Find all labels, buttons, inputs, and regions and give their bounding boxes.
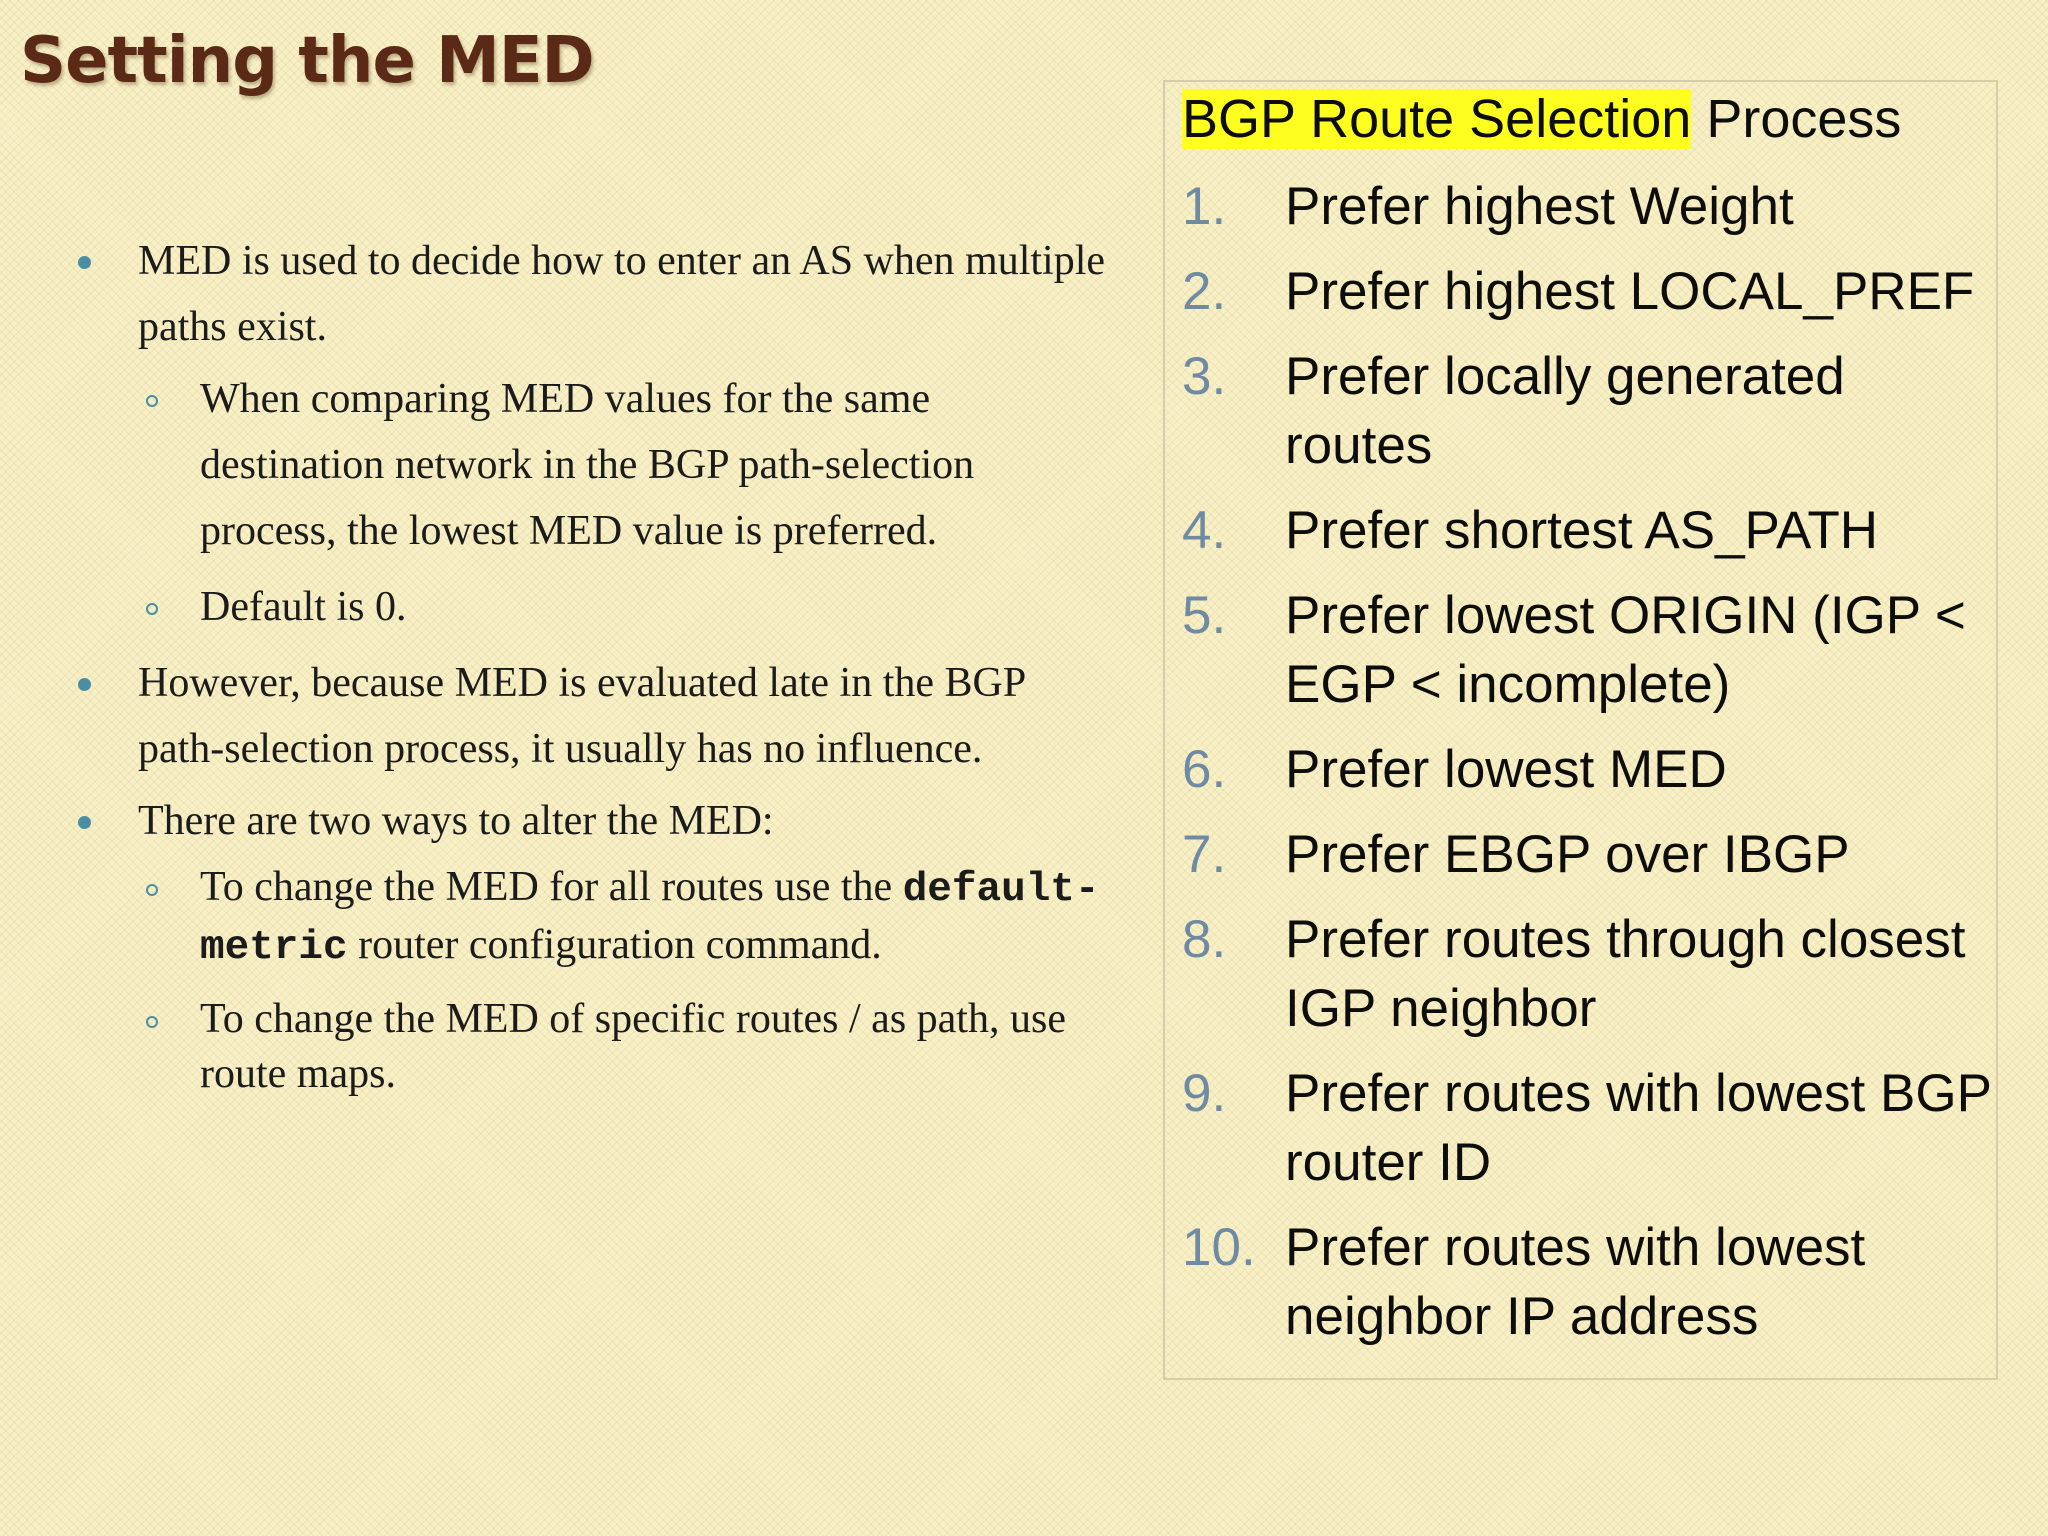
step-number: 3. bbox=[1182, 347, 1227, 406]
bullet-dot-icon bbox=[78, 256, 91, 269]
step-text: Prefer EBGP over IBGP bbox=[1285, 825, 1850, 884]
bgp-step-item bbox=[1182, 1059, 1998, 1197]
header-rest-text: Process bbox=[1691, 89, 1902, 149]
step-number: 10. bbox=[1182, 1218, 1256, 1277]
sub-bullet-text: router configuration command. bbox=[347, 922, 882, 968]
step-number: 8. bbox=[1182, 910, 1227, 969]
step-text: Prefer lowest ORIGIN (IGP < EGP < incomplete) bbox=[1285, 586, 1966, 714]
bullet-dot-icon bbox=[78, 678, 91, 691]
bullet-item bbox=[70, 788, 1110, 854]
step-number: 7. bbox=[1182, 825, 1227, 884]
command-code: default-metric bbox=[200, 867, 1100, 971]
bullet-text: There are two ways to alter the MED: bbox=[138, 798, 774, 844]
bgp-step-item bbox=[1182, 581, 1998, 719]
bgp-step-item bbox=[1182, 342, 1998, 480]
highlighted-text: BGP Route Selection bbox=[1182, 89, 1692, 149]
step-text: Prefer routes with lowest BGP router ID bbox=[1285, 1064, 1991, 1192]
sub-bullet-item bbox=[70, 992, 1110, 1102]
bullet-text: MED is used to decide how to enter an AS when multiple paths exist. bbox=[138, 238, 1106, 350]
sub-bullet-text: To change the MED of specific routes / as path, use route maps. bbox=[200, 996, 1066, 1097]
sub-bullet-ring-icon bbox=[146, 603, 158, 615]
step-text: Prefer highest LOCAL_PREF bbox=[1285, 262, 1975, 321]
step-number: 1. bbox=[1182, 177, 1227, 236]
bullet-text: However, because MED is evaluated late in the BGP path-selection process, it usually has no influence. bbox=[138, 660, 1025, 772]
step-text: Prefer lowest MED bbox=[1285, 740, 1727, 799]
step-text: Prefer locally generated routes bbox=[1285, 347, 1845, 475]
step-number: 5. bbox=[1182, 586, 1227, 645]
sub-bullet-ring-icon bbox=[146, 395, 158, 407]
step-number: 6. bbox=[1182, 740, 1227, 799]
slide-title: Setting the MED bbox=[20, 24, 594, 98]
bgp-step-item bbox=[1182, 820, 1998, 889]
step-text: Prefer routes through closest IGP neighbor bbox=[1285, 910, 1966, 1038]
sub-bullet-text: To change the MED for all routes use the bbox=[200, 864, 903, 910]
sub-bullet-item bbox=[70, 574, 1110, 640]
sub-bullet-ring-icon bbox=[146, 884, 158, 896]
bgp-step-item bbox=[1182, 1213, 1998, 1351]
bgp-step-item bbox=[1182, 735, 1998, 804]
bgp-box-header bbox=[1182, 88, 1901, 150]
step-text: Prefer highest Weight bbox=[1285, 177, 1794, 236]
sub-bullet-text: When comparing MED values for the same destination network in the BGP path-selection process, the lowest MED value is preferred. bbox=[200, 376, 975, 554]
bgp-steps-list bbox=[1182, 172, 1998, 1367]
bgp-step-item bbox=[1182, 257, 1998, 326]
step-number: 9. bbox=[1182, 1064, 1227, 1123]
bullet-dot-icon bbox=[78, 816, 91, 829]
bullet-item bbox=[70, 650, 1110, 782]
sub-bullet-item bbox=[70, 860, 1110, 976]
sub-bullet-ring-icon bbox=[146, 1016, 158, 1028]
bullet-item bbox=[70, 228, 1110, 360]
step-number: 4. bbox=[1182, 501, 1227, 560]
step-number: 2. bbox=[1182, 262, 1227, 321]
med-content bbox=[70, 228, 1110, 1118]
bgp-step-item bbox=[1182, 172, 1998, 241]
bgp-step-item bbox=[1182, 905, 1998, 1043]
step-text: Prefer shortest AS_PATH bbox=[1285, 501, 1879, 560]
step-text: Prefer routes with lowest neighbor IP address bbox=[1285, 1218, 1866, 1346]
sub-bullet-item bbox=[70, 366, 1110, 564]
bgp-step-item bbox=[1182, 496, 1998, 565]
sub-bullet-text: Default is 0. bbox=[200, 584, 407, 630]
